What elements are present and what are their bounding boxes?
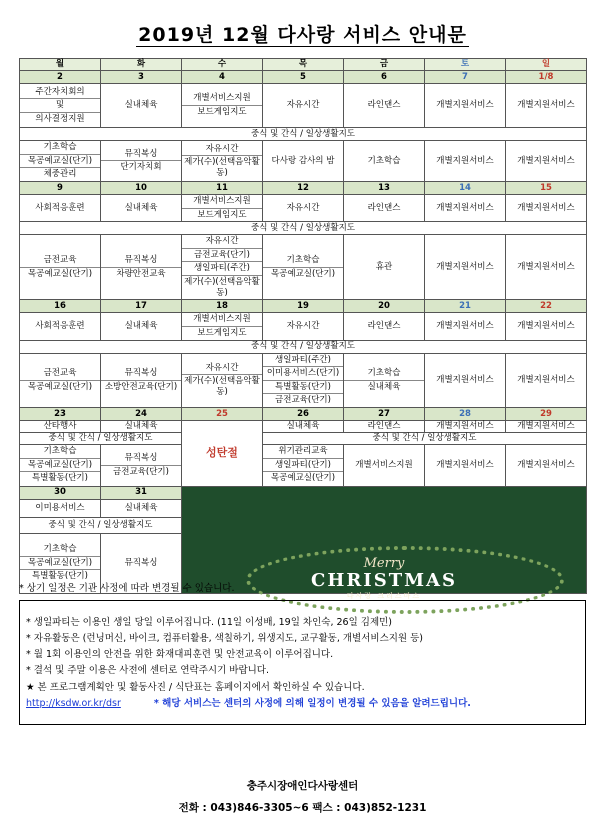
activity-cell: 개별서비스지원 — [344, 444, 425, 486]
page-title: 2019년 12월 다사랑 서비스 안내문 — [138, 24, 467, 46]
date-cell: 3 — [101, 71, 182, 84]
activity-cell: 개별서비스지원 보드게임지도 — [182, 84, 263, 128]
christmas-banner — [182, 486, 587, 600]
activity-cell: 개별지원서비스 — [506, 313, 587, 340]
activity-cell: 개별지원서비스 — [425, 194, 506, 221]
activity-cell: 자유시간 제가(수)(선택음악활동) — [182, 141, 263, 182]
date-cell: 17 — [101, 300, 182, 313]
activity-cell: 개별지원서비스 — [506, 421, 587, 433]
activity-cell: 기초학습 실내체육 — [344, 353, 425, 408]
date-cell: 31 — [101, 486, 182, 499]
activity-cell: 휴관 — [344, 235, 425, 300]
activity-cell: 개별지원서비스 — [425, 84, 506, 128]
activity-cell: 개별지원서비스 — [506, 444, 587, 486]
day-header: 금 — [344, 59, 425, 71]
activity-cell: 개별서비스지원 보드게임지도 — [182, 194, 263, 221]
activity-cell: 뮤직복싱 — [101, 533, 182, 593]
activity-cell: 개별지원서비스 — [506, 353, 587, 408]
xmas-merry-text: Merry — [363, 555, 405, 571]
activity-cell: 자유시간 — [263, 194, 344, 221]
meal-row: 중식 및 간식 / 일상생활지도 — [20, 222, 587, 235]
info-line: * 자유활동은 (런닝머신, 바이크, 컴퓨터활용, 색칠하기, 위생지도, 교구활동, 개별서비스지원 등) — [26, 633, 424, 645]
activity-cell: 자유시간 — [263, 313, 344, 340]
activity-cell: 개별지원서비스 — [425, 141, 506, 182]
activity-cell: 뮤직복싱 단기자치회 — [101, 141, 182, 182]
activity-cell: 실내체육 — [101, 421, 182, 433]
date-cell: 25 — [182, 408, 263, 421]
activity-cell: 라인댄스 — [344, 84, 425, 128]
change-warning: * 해당 서비스는 센터의 사정에 의해 일정이 변경될 수 있음을 알려드립니다. — [153, 697, 471, 709]
date-cell: 20 — [344, 300, 425, 313]
activity-cell: 실내체육 — [101, 499, 182, 517]
date-cell: 14 — [425, 181, 506, 194]
activity-cell: 개별지원서비스 — [506, 194, 587, 221]
activity-cell: 주간자치회의 및 의사결정지원 — [20, 84, 101, 128]
info-line: * 월 1회 이용인의 안전을 위한 화재대피훈련 및 안전교육이 이루어집니다. — [26, 649, 334, 661]
date-cell: 11 — [182, 181, 263, 194]
info-line: * 생일파티는 이용인 생일 당일 이루어집니다. (11일 이성배, 19일 차인숙, 26일 김제민) — [26, 617, 393, 628]
activity-cell: 금전교육 목공예교실(단기) — [20, 235, 101, 300]
date-cell: 12 — [263, 181, 344, 194]
activity-cell: 생일파티(주간) 이미용서비스(단기) 특별활동(단기) 금전교육(단기) — [263, 353, 344, 408]
date-cell: 22 — [506, 300, 587, 313]
day-header: 목 — [263, 59, 344, 71]
info-line: * 결석 및 주말 이용은 사전에 센터로 연락주시기 바랍니다. — [26, 665, 269, 677]
activity-cell: 개별지원서비스 — [506, 84, 587, 128]
activity-cell: 뮤직복싱 차량안전교육 — [101, 235, 182, 300]
meal-row: 중식 및 간식 / 일상생활지도 — [20, 340, 587, 353]
activity-cell: 다사랑 감사의 밤 — [263, 141, 344, 182]
date-cell: 29 — [506, 408, 587, 421]
day-header: 수 — [182, 59, 263, 71]
activity-cell: 실내체육 — [263, 421, 344, 433]
info-line — [26, 696, 579, 712]
activity-cell: 이미용서비스 — [20, 499, 101, 517]
date-cell: 27 — [344, 408, 425, 421]
xmas-christmas-text: CHRISTMAS — [311, 569, 457, 591]
date-cell: 10 — [101, 181, 182, 194]
activity-cell: 뮤직복싱 금전교육(단기) — [101, 444, 182, 486]
holiday-cell: 성탄절 — [182, 421, 263, 487]
activity-cell: 개별지원서비스 — [425, 313, 506, 340]
meal-row: 중식 및 간식 / 일상생활지도 — [263, 432, 587, 444]
activity-cell: 뮤직복싱 소방안전교육(단기) — [101, 353, 182, 408]
day-header: 화 — [101, 59, 182, 71]
activity-cell: 개별지원서비스 — [506, 141, 587, 182]
date-cell: 24 — [101, 408, 182, 421]
activity-cell: 개별지원서비스 — [425, 444, 506, 486]
activity-cell: 라인댄스 — [344, 313, 425, 340]
activity-cell: 자유시간 제가(수)(선택음악활동) — [182, 353, 263, 408]
date-cell: 4 — [182, 71, 263, 84]
date-cell: 6 — [344, 71, 425, 84]
date-cell: 21 — [425, 300, 506, 313]
date-cell: 7 — [425, 71, 506, 84]
date-cell: 1/8 — [506, 71, 587, 84]
info-box — [19, 600, 586, 725]
activity-cell: 위기관리교육 생일파티(단기) 목공예교실(단기) — [263, 444, 344, 486]
date-cell: 5 — [263, 71, 344, 84]
activity-cell: 개별서비스지원 보드게임지도 — [182, 313, 263, 340]
activity-cell: 기초학습 목공예교실(단기) — [263, 235, 344, 300]
meal-row: 중식 및 간식 / 일상생활지도 — [20, 128, 587, 141]
date-cell: 23 — [20, 408, 101, 421]
date-cell: 19 — [263, 300, 344, 313]
date-cell: 18 — [182, 300, 263, 313]
activity-cell: 기초학습 목공예교실(단기) 특별활동(단기) — [20, 533, 101, 593]
date-cell: 2 — [20, 71, 101, 84]
date-cell: 15 — [506, 181, 587, 194]
day-header: 토 — [425, 59, 506, 71]
day-header: 월 — [20, 59, 101, 71]
activity-cell: 개별지원서비스 — [425, 421, 506, 433]
date-cell: 16 — [20, 300, 101, 313]
activity-cell: 개별지원서비스 — [425, 235, 506, 300]
activity-cell: 기초학습 — [344, 141, 425, 182]
activity-cell: 개별지원서비스 — [425, 353, 506, 408]
day-header: 일 — [506, 59, 587, 71]
date-cell: 13 — [344, 181, 425, 194]
activity-cell: 사회적응훈련 — [20, 313, 101, 340]
activity-cell: 사회적응훈련 — [20, 194, 101, 221]
date-cell: 30 — [20, 486, 101, 499]
activity-cell: 금전교육 목공예교실(단기) — [20, 353, 101, 408]
info-line: ★ 본 프로그램계획안 및 활동사진 / 식단표는 홈페이지에서 확인하실 수 있습니다. — [26, 681, 365, 693]
date-cell: 28 — [425, 408, 506, 421]
meal-row: 중식 및 간식 / 일상생활지도 — [20, 517, 182, 533]
date-cell: 9 — [20, 181, 101, 194]
schedule-note: * 상기 일정은 기관 사정에 따라 변경될 수 있습니다. — [19, 583, 235, 594]
org-name: 충주시장애인다사랑센터 — [246, 780, 359, 792]
activity-cell: 기초학습 목공예교실(단기) 체중관리 — [20, 141, 101, 182]
schedule-table — [19, 58, 587, 600]
activity-cell: 라인댄스 — [344, 421, 425, 433]
xmas-subtitle: 다사랑 크리스마스 — [346, 591, 422, 600]
activity-cell: 자유시간 — [263, 84, 344, 128]
activity-cell: 산타행사 — [20, 421, 101, 433]
activity-cell: 실내체육 — [101, 84, 182, 128]
activity-cell: 기초학습 목공예교실(단기) 특별활동(단기) — [20, 444, 101, 486]
activity-cell: 실내체육 — [101, 194, 182, 221]
activity-cell: 자유시간 금전교육(단기) 생일파티(주간) 제가(수)(선택음악활동) — [182, 235, 263, 300]
activity-cell: 실내체육 — [101, 313, 182, 340]
activity-cell: 라인댄스 — [344, 194, 425, 221]
activity-cell: 개별지원서비스 — [506, 235, 587, 300]
contact-info: 전화 : 043)846-3305~6 팩스 : 043)852-1231 — [178, 802, 427, 814]
date-cell: 26 — [263, 408, 344, 421]
homepage-link[interactable]: http://ksdw.or.kr/dsr — [26, 697, 121, 709]
meal-row: 중식 및 간식 / 일상생활지도 — [20, 432, 182, 444]
